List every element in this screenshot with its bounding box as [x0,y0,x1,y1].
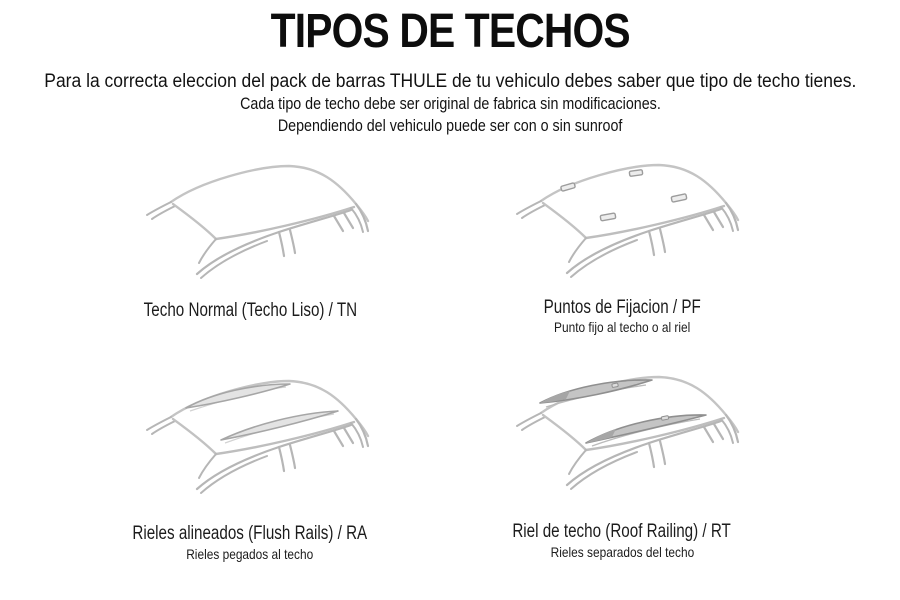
roof-type-sublabel-pf: Punto fijo al techo o al riel [553,319,691,335]
roof-type-label-rt: Riel de techo (Roof Railing) / RT [512,521,732,542]
intro-text [0,70,900,137]
fixpoint-roof-illustration [488,151,818,301]
raised-rails [540,380,706,446]
page-title [0,4,900,60]
intro-line: Cada tipo de techo debe ser original de fabrica sin modificaciones. [239,94,661,113]
normal-roof-illustration [118,152,448,302]
flush-rails-roof-illustration [118,367,448,517]
roof-type-label-tn: Techo Normal (Techo Liso) / TN [143,300,357,321]
intro-line: Para la correcta eleccion del pack de barras THULE de tu vehiculo debes saber que tipo de techo tienes. [43,71,857,92]
page-title-text: TIPOS DE TECHOS [270,5,630,58]
roof-type-sublabel-rt: Rieles separados del techo [550,544,694,560]
roof-type-label-pf: Puntos de Fijacion / PF [543,297,701,318]
roof-type-sublabel-ra: Rieles pegados al techo [186,546,314,562]
raised-rails-roof-illustration [488,363,818,513]
fixpoint-pads [561,170,687,221]
roof-type-label-ra: Rieles alineados (Flush Rails) / RA [132,523,368,544]
intro-line: Dependiendo del vehiculo puede ser con o sin sunroof [277,116,623,135]
